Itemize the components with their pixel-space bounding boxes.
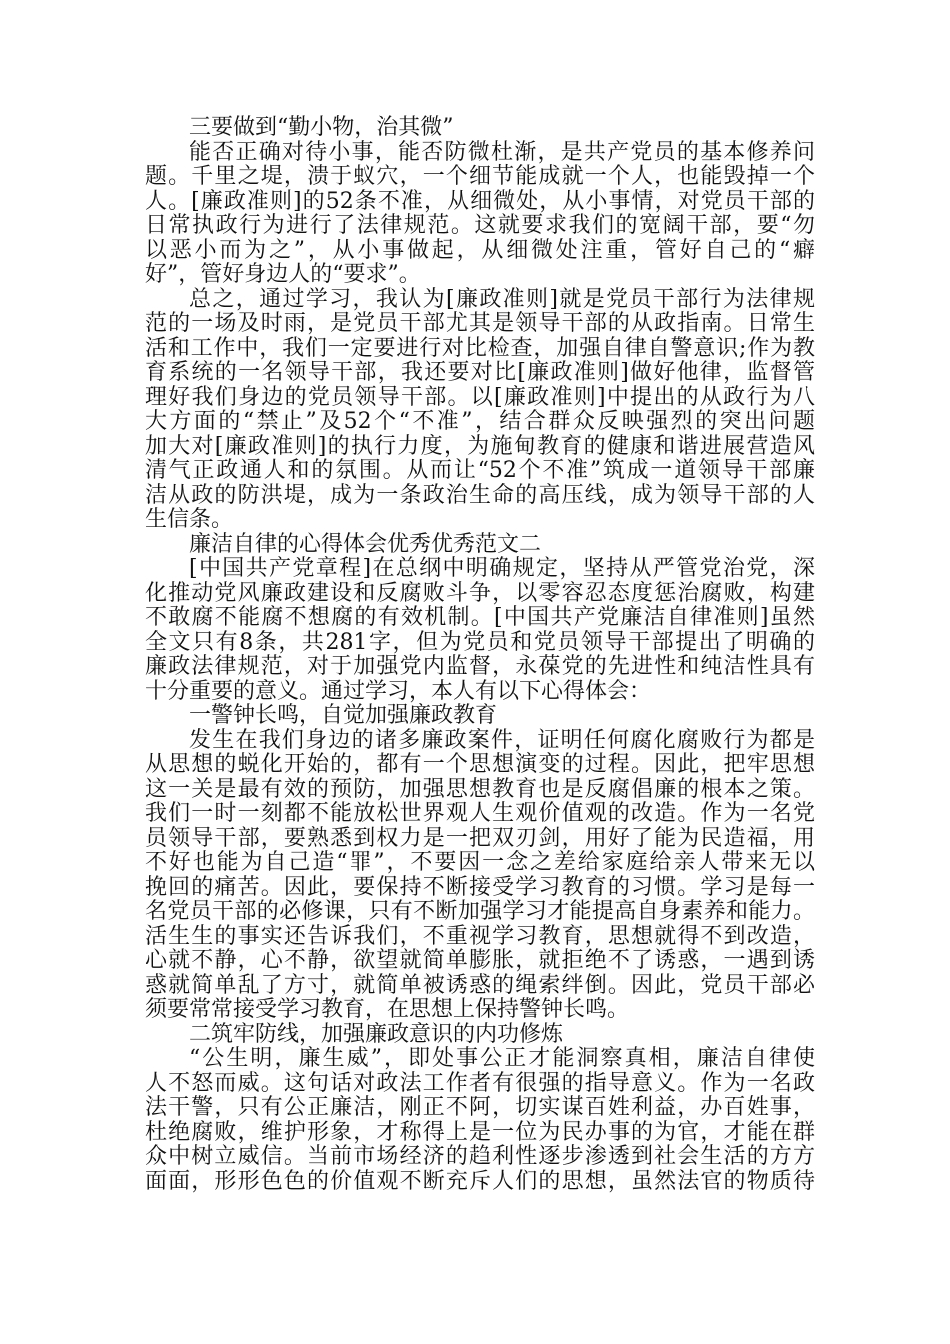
text-line: 题。千里之堤，溃于蚁穴，一个细节能成就一个人，也能毁掉一个 bbox=[145, 164, 815, 189]
text-line: 名党员干部的必修课，只有不断加强学习才能提高自身素养和能力。 bbox=[145, 899, 815, 924]
text-line: 众中树立威信。当前市场经济的趋利性逐步渗透到社会生活的方方 bbox=[145, 1144, 815, 1169]
text-line: 我们一时一刻都不能放松世界观人生观价值观的改造。作为一名党 bbox=[145, 801, 815, 826]
text-line: 法干警，只有公正廉洁，刚正不阿，切实谋百姓利益，办百姓事， bbox=[145, 1095, 815, 1120]
text-line: 不好也能为自己造“罪”，不要因一念之差给家庭给亲人带来无以 bbox=[145, 850, 815, 875]
text-line: 须要常常接受学习教育，在思想上保持警钟长鸣。 bbox=[145, 997, 630, 1022]
text-line: 能否正确对待小事，能否防微杜渐，是共产党员的基本修养问 bbox=[189, 139, 815, 165]
text-line: 日常执政行为进行了法律规范。这就要求我们的宽阔干部，要“勿 bbox=[145, 213, 815, 238]
text-line: 生信条。 bbox=[145, 507, 234, 532]
text-line: 总之，通过学习，我认为[廉政准则]就是党员干部行为法律规 bbox=[189, 286, 815, 312]
text-line: 清气正政通人和的氛围。从而让“52个不准”筑成一道领导干部廉 bbox=[145, 458, 815, 483]
text-line: 加大对[廉政准则]的执行力度，为施甸教育的健康和谐进展营造风 bbox=[145, 433, 815, 459]
text-line: 挽回的痛苦。因此，要保持不断接受学习教育的习惯。学习是每一 bbox=[145, 874, 815, 900]
text-line: 十分重要的意义。通过学习，本人有以下心得体会： bbox=[145, 678, 652, 704]
text-line: [中国共产党章程]在总纲中明确规定，坚持从严管党治党，深 bbox=[189, 556, 815, 581]
text-line: 化推动党风廉政建设和反腐败斗争，以零容忍态度惩治腐败，构建 bbox=[145, 580, 815, 606]
text-line: 一警钟长鸣，自觉加强廉政教育 bbox=[189, 703, 498, 728]
text-line: 活和工作中，我们一定要进行对比检查，加强自律自警意识;作为教 bbox=[145, 335, 815, 361]
text-line: 以恶小而为之”，从小事做起，从细微处注重，管好自己的“癖 bbox=[145, 237, 815, 263]
document-page bbox=[145, 116, 815, 1194]
text-line: 不敢腐不能腐不想腐的有效机制。[中国共产党廉洁自律准则]虽然 bbox=[145, 605, 815, 630]
text-line: 范的一场及时雨，是党员干部尤其是领导干部的从政指南。日常生 bbox=[145, 311, 815, 336]
text-line: 二筑牢防线，加强廉政意识的内功修炼 bbox=[189, 1021, 564, 1047]
text-line: 这一关是最有效的预防，加强思想教育也是反腐倡廉的根本之策。 bbox=[145, 776, 815, 802]
text-line: 从思想的蜕化开始的，都有一个思想演变的过程。因此，把牢思想 bbox=[145, 752, 815, 777]
text-line: 面面，形形色色的价值观不断充斥人们的思想，虽然法官的物质待 bbox=[145, 1168, 815, 1194]
text-line: 三要做到“勤小物，治其微” bbox=[189, 115, 454, 140]
text-line: 杜绝腐败，维护形象，才称得上是一位为民办事的为官，才能在群 bbox=[145, 1119, 815, 1145]
text-line: 惑就简单乱了方寸，就简单被诱惑的绳索绊倒。因此，党员干部必 bbox=[145, 972, 815, 998]
text-line: 育系统的一名领导干部，我还要对比[廉政准则]做好他律，监督管 bbox=[145, 360, 815, 385]
text-line: “公生明，廉生威”，即处事公正才能洞察真相，廉洁自律使 bbox=[189, 1046, 815, 1071]
text-line: 洁从政的防洪堤，成为一条政治生命的高压线，成为领导干部的人 bbox=[145, 482, 815, 508]
text-line: 好”，管好身边人的“要求”。 bbox=[145, 262, 421, 287]
text-line: 大方面的“禁止”及52个“不准”，结合群众反映强烈的突出问题 bbox=[145, 409, 815, 434]
text-line: 员领导干部，要熟悉到权力是一把双刃剑，用好了能为民造福，用 bbox=[145, 825, 815, 851]
text-line: 理好我们身边的党员领导干部。以[廉政准则]中提出的从政行为八 bbox=[145, 384, 815, 410]
text-line: 廉洁自律的心得体会优秀优秀范文二 bbox=[189, 531, 542, 557]
text-line: 人不怒而威。这句话对政法工作者有很强的指导意义。作为一名政 bbox=[145, 1070, 815, 1096]
text-line: 发生在我们身边的诸多廉政案件，证明任何腐化腐败行为都是 bbox=[189, 727, 815, 753]
text-line: 活生生的事实还告诉我们，不重视学习教育，思想就得不到改造， bbox=[145, 923, 815, 949]
text-line: 心就不静，心不静，欲望就简单膨胀，就拒绝不了诱惑，一遇到诱 bbox=[145, 948, 815, 973]
text-line: 全文只有8条，共281字，但为党员和党员领导干部提出了明确的 bbox=[145, 629, 815, 655]
text-line: 人。[廉政准则]的52条不准，从细微处，从小事情，对党员干部的 bbox=[145, 188, 815, 214]
text-line: 廉政法律规范，对于加强党内监督，永葆党的先进性和纯洁性具有 bbox=[145, 654, 815, 679]
